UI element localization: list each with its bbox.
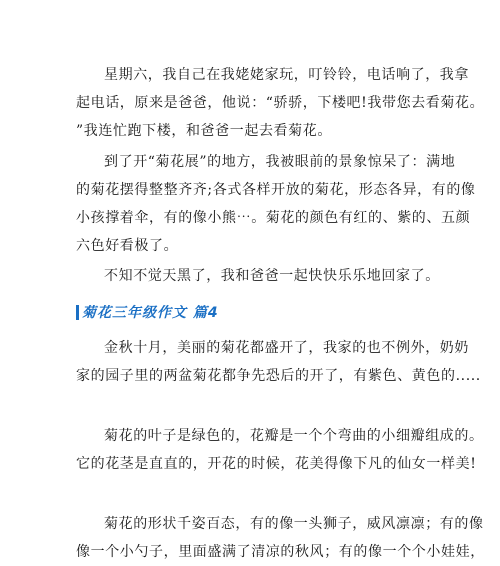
paragraph-1 [76, 61, 485, 145]
text-line: 像一个小勺子，里面盛满了清凉的秋风；有的像一个个小娃娃， [76, 544, 485, 560]
text-line: 金秋十月，美丽的菊花都盛开了，我家的也不例外，奶奶 [104, 340, 469, 356]
text-line: 它的花茎是直直的，开花的时候，花美得像下凡的仙女一样美! [76, 456, 477, 472]
text-line: 到了开“菊花展”的地方，我被眼前的景象惊呆了：满地 [104, 154, 456, 170]
text-line: 六色好看极了。 [76, 238, 179, 254]
text-line: 起电话，原来是爸爸，他说：“骄骄，下楼吧!我带您去看菊花。 [76, 95, 485, 111]
text-line: 的菊花摆得整整齐齐;各式各样开放的菊花，形态各异，有的像 [76, 182, 476, 198]
section-heading [76, 301, 219, 323]
paragraph-6 [76, 510, 485, 566]
text-line: 小孩撑着伞，有的像小熊⋯。菊花的颜色有红的、紫的、五颜 [76, 210, 471, 226]
text-line: 家的园子里的两盆菊花都争先恐后的开了，有紫色、黄色的..... [76, 368, 481, 384]
paragraph-4 [76, 334, 481, 390]
text-line: ”我连忙跑下楼，和爸爸一起去看菊花。 [76, 123, 332, 139]
text-line: 星期六，我自己在我姥姥家玩，叮铃铃，电话响了，我拿 [104, 67, 469, 83]
text-line: 不知不觉天黑了，我和爸爸一起快快乐乐地回家了。 [104, 268, 440, 284]
text-line: 菊花的叶子是绿色的，花瓣是一个个弯曲的小细瓣组成的。 [104, 428, 484, 444]
paragraph-5 [76, 422, 484, 478]
text-line: 菊花的形状千姿百态，有的像一头狮子，威风凛凛；有的像 [104, 516, 484, 532]
paragraph-2 [76, 148, 476, 260]
heading-marker-bar [76, 305, 79, 320]
heading-text: 菊花三年级作文 篇4 [82, 305, 219, 321]
paragraph-3 [76, 262, 440, 290]
